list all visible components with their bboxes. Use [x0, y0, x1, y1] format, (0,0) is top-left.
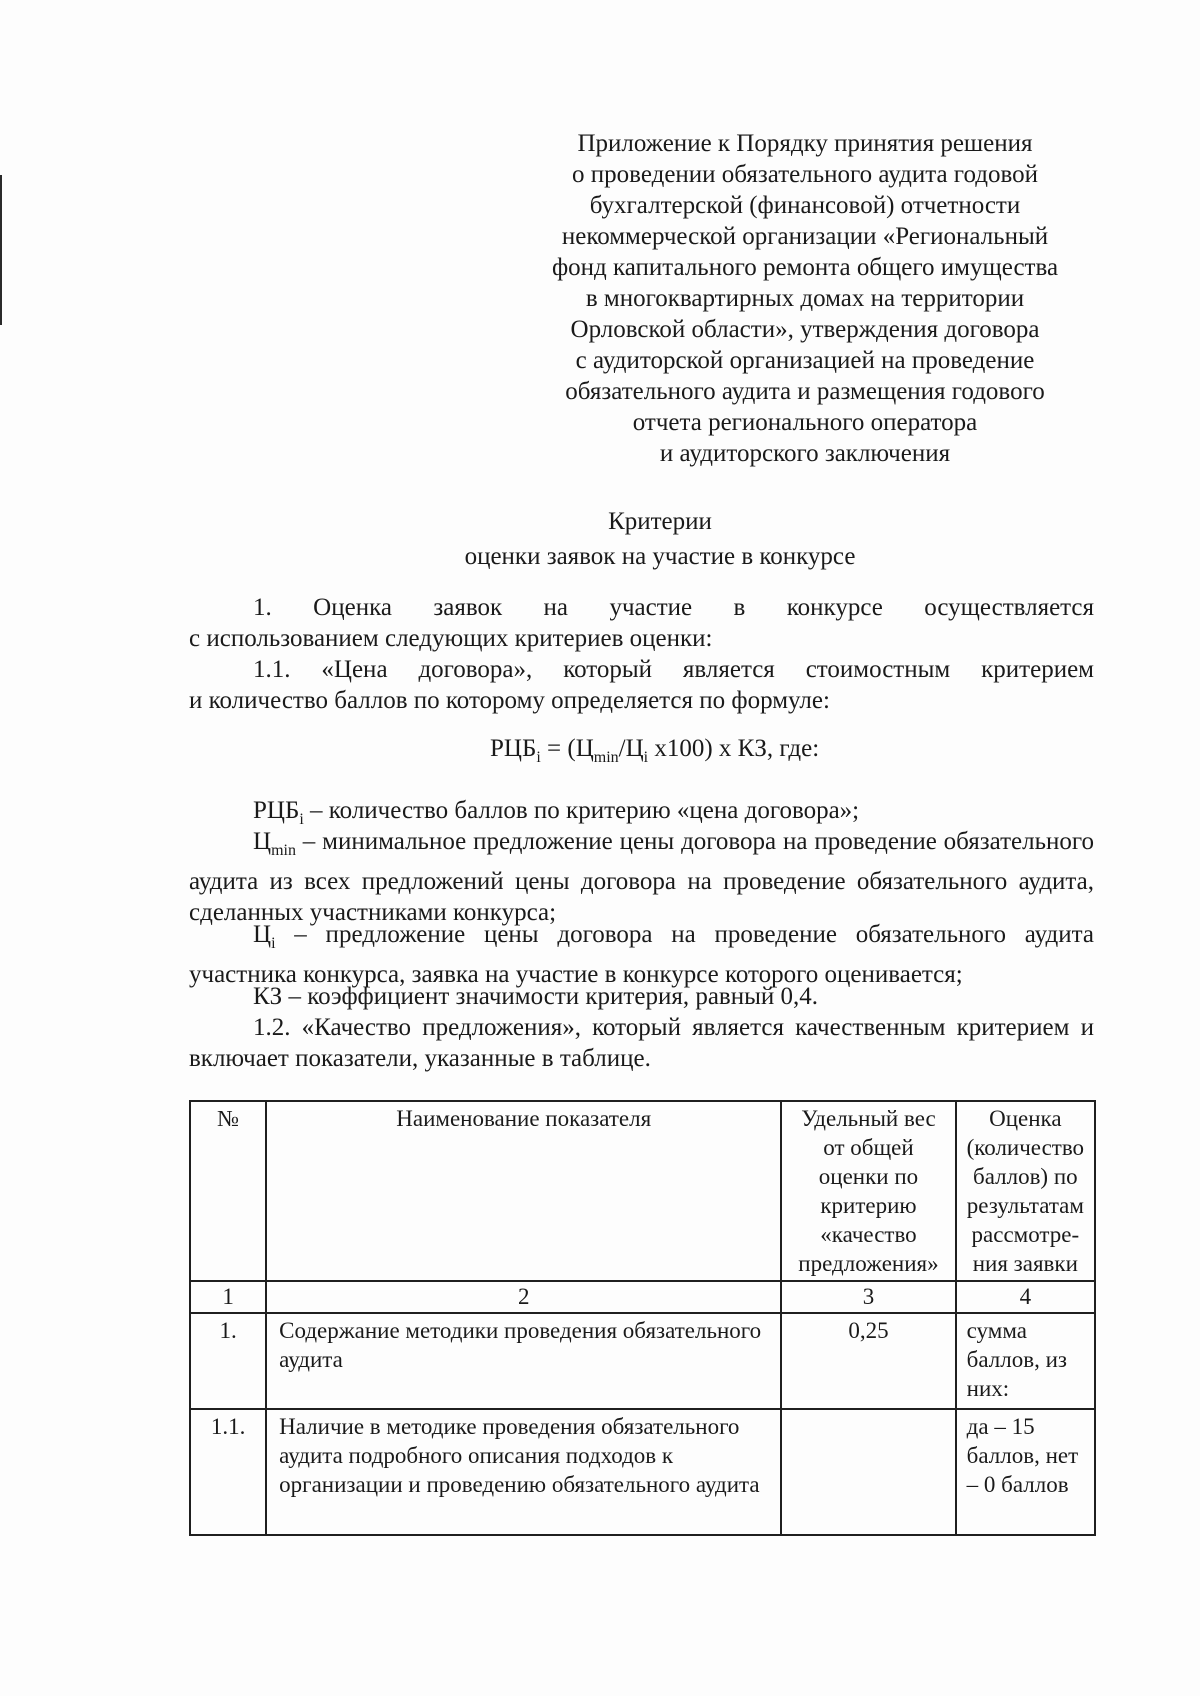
row-num: 1. — [190, 1313, 266, 1409]
appendix-line: о проведении обязательного аудита годовой — [572, 161, 1038, 188]
definition-rcb: $РЦБ_i$ – количество баллов по критерию «цена договора»; — [253, 797, 860, 828]
row-name: Наличие в методике проведения обязательного аудита подробного описания подходов к организации и проведению обязательного аудита — [266, 1409, 781, 1535]
row-weight: 0,25 — [781, 1313, 955, 1409]
row-score: сумма баллов, из них: — [956, 1313, 1095, 1409]
appendix-line: Орловской области», утверждения договора — [570, 316, 1040, 343]
paragraph-1-1-line-1: 1.1. «Цена договора», который является стоимостным критерием — [253, 656, 1094, 683]
appendix-line: фонд капитального ремонта общего имущества — [551, 254, 1059, 281]
definition-kz: КЗ – коэффициент значимости критерия, равный 0,4. — [253, 983, 819, 1010]
scan-margin-line — [0, 175, 2, 325]
paragraph-1-1 — [189, 654, 1094, 716]
paragraph-1-line-2: с использованием следующих критериев оценки: — [189, 625, 713, 652]
appendix-line: Приложение к Порядку принятия решения — [577, 130, 1033, 157]
row-num: 1.1. — [190, 1409, 266, 1535]
header-num: № — [190, 1101, 266, 1281]
table-row — [190, 1313, 1095, 1409]
definition-ci: $Ц_i$ – предложение цены договора на проведение обязательного аудита участника конкурса, заявка на участие в конкурсе которого оценивается; — [189, 921, 1094, 988]
price-formula: $РЦБ_i = (Ц_{min}/Ц_i$ x100) x КЗ, где: — [490, 735, 820, 766]
row-weight — [781, 1409, 955, 1535]
paragraph-1-2: 1.2. «Качество предложения», который является качественным критерием и включает показатели, указанные в таблице. — [189, 1014, 1094, 1072]
paragraph-1 — [189, 592, 1094, 654]
paragraph-1-line-1: 1. Оценка заявок на участие в конкурсе осуществляется — [253, 594, 1094, 621]
header-weight: Удельный вес от общей оценки по критерию «качество предложения» — [781, 1101, 955, 1281]
appendix-line: некоммерческой организации «Региональный — [561, 223, 1049, 250]
table-header-row — [190, 1101, 1095, 1281]
title-line-1: Критерии — [608, 508, 712, 535]
appendix-header — [515, 128, 1095, 469]
appendix-line: отчета регионального оператора — [632, 409, 978, 436]
appendix-line: бухгалтерской (финансовой) отчетности — [589, 192, 1021, 219]
definition-cmin: $Ц_{min}$ – минимальное предложение цены договора на проведение обязательного аудита из всех предложений цены договора на проведение обязательного аудита, сделанных участниками конкурса; — [189, 828, 1094, 926]
header-score: Оценка (количество баллов) по результатам рассмотре-ния заявки — [956, 1101, 1095, 1281]
index-cell: 4 — [956, 1281, 1095, 1313]
row-score: да – 15 баллов, нет – 0 баллов — [956, 1409, 1095, 1535]
document-title — [60, 504, 1200, 574]
title-line-2: оценки заявок на участие в конкурсе — [464, 543, 856, 570]
appendix-line: обязательного аудита и размещения годового — [565, 378, 1045, 405]
row-name: Содержание методики проведения обязательного аудита — [266, 1313, 781, 1409]
index-cell: 1 — [190, 1281, 266, 1313]
header-name: Наименование показателя — [266, 1101, 781, 1281]
table-index-row — [190, 1281, 1095, 1313]
criteria-table — [189, 1100, 1096, 1536]
table-row — [190, 1409, 1095, 1535]
appendix-line: с аудиторской организацией на проведение — [575, 347, 1035, 374]
appendix-line: и аудиторского заключения — [659, 440, 951, 467]
paragraph-1-1-line-2: и количество баллов по которому определяется по формуле: — [189, 687, 830, 714]
index-cell: 2 — [266, 1281, 781, 1313]
index-cell: 3 — [781, 1281, 955, 1313]
appendix-line: в многоквартирных домах на территории — [585, 285, 1025, 312]
